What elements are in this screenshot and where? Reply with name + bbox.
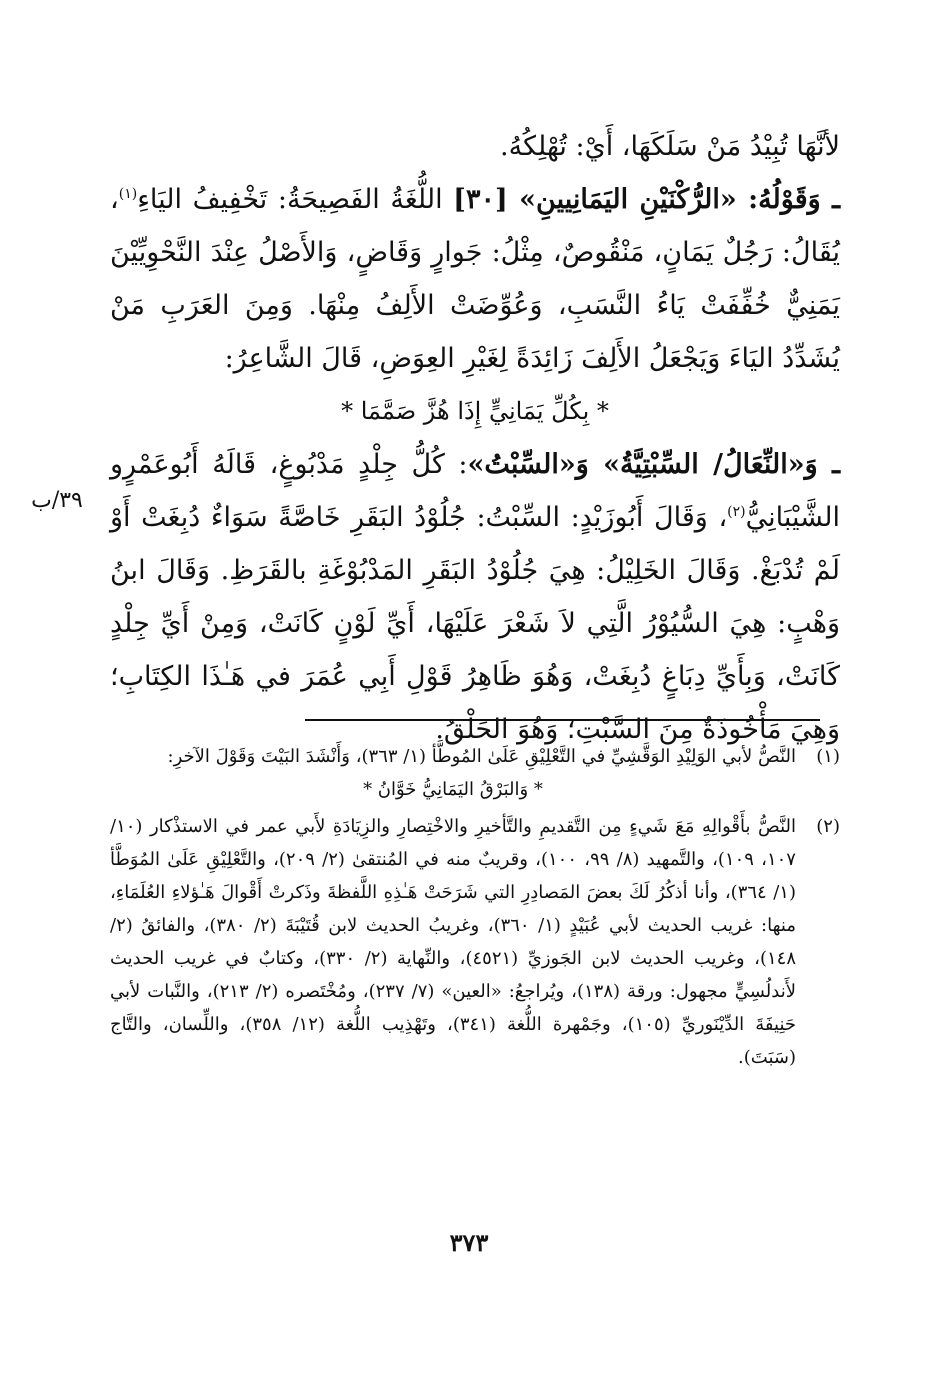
footnote-1 <box>110 740 840 806</box>
page-number: ٣٧٣ <box>449 1228 489 1257</box>
footnote-number: (٢) <box>816 816 840 837</box>
paragraph-rukn-rest: ، يُقَالُ: رَجُلٌ يَمَانٍ، مَنْقُوصٌ، مِثْلُ: جَوارٍ وَقَاضٍ، وَالأَصْلُ عِنْدَ النَّحْوِيِّيْنَ يَمَنِيٌّ خُفِّفَتْ يَاءُ النَّسَبِ، وَعُوِّضَتْ الأَلِفُ مِنْهَا. وَمِنَ العَرَبِ مَنْ يُشَدِّدُ اليَاءَ وَيَجْعَلُ الأَلِفَ زَائِدَةً لِغَيْرِ العِوَضِ، قَالَ الشَّاعِرُ: <box>110 184 840 374</box>
footnote-text: النَّصُّ بأَقْوالِهِ مَعَ شَيءٍ مِن التَّقديمِ والتَّأخيرِ والاخْتِصارِ والزِيَادَةِ لأَبي عمر في الاستذْكار (١٠/ ١٠٧، ١٠٩)، والتَّمهيد (٨/ ٩٩، ١٠٠)، وقريبٌ منه في المُنتقىٰ (٢/ ٢٠٩)، والتَّعْلِيْقِ عَلَىٰ المُوَطَّأ (١/ ٣٦٤)، وأنا أذكُرُ لَكَ بعضَ المَصادِرِ التي شَرَحَتْ هَـٰذِهِ اللَّفظةَ وذَكرتْ أَقْوالَ هَـٰؤلاءِ العُلَمَاءِ، منها: غريب الحديث لأبي عُبَيْدٍ (١/ ٣٦٠)، وغريبُ الحديث لابن قُتَيْبَةَ (٢/ ٣٨٠)، والفائقُ (٢/ ١٤٨)، وغريب الحديث لابن الجَوزيِّ (٤٥٢١)، والنِّهاية (٢/ ٣٣٠)، وكتابٌ في غريب الحديث لأَندلُسِيٍّ مجهول: ورقة (١٣٨)، ويُراجعُ: «العين» (٧/ ٢٣٧)، ومُخْتَصره (٢/ ٢١٣)، والنَّبات لأبي حَنِيفَةَ الدِّيْنَوريِّ (١٠٥)، وجَمْهرة اللُّغة (٣٤١)، وتَهْذِيب اللُّغة (١٢/ ٣٥٨)، واللِّسان، والتَّاج (سَبَتَ). <box>110 816 797 1068</box>
footnote-2 <box>110 810 840 1074</box>
footnote-ref-1[interactable]: (١) <box>118 186 138 202</box>
footnote-text: النَّصُّ لأبي الوَلِيْدِ الوَقَّشِيِّ في التَّعْلِيْقِ عَلَىٰ المُوطَّأ (١/ ٣٦٣)، وَأَنْشَدَ البَيْتَ وَقَوْلَ الآخرِ: <box>167 746 796 767</box>
footnote-number: (١) <box>816 746 840 767</box>
paragraph-nial-rest: ، وَقَالَ أَبُوزَيْدٍ: السِّبْتُ: جُلُوْدُ البَقَرِ خَاصَّةً سَوَاءٌ دُبِغَتْ أَوْ لَمْ تُدْبَغْ. وَقَالَ الخَلِيْلُ: هِيَ جُلُوْدُ البَقَرِ المَدْبُوْغَةِ بالقَرَظِ. وَقَالَ ابنُ وَهْبٍ: هِيَ السُّيُوْرُ الَّتِي لاَ شَعْرَ عَلَيْهَا، أَيِّ لَوْنٍ كَانَتْ، وَمِنْ أَيِّ جِلْدٍ كَانَتْ، وَبِأَيِّ دِبَاغٍ دُبِغَتْ، وَهُوَ ظَاهِرُ قَوْلِ أَبِي عُمَرَ في هَـٰذَا الكِتَابِ؛ وَهِيَ مَأْخُوذَةٌ مِنَ السَّبْتِ؛ وَهُوَ الحَلْقُ. <box>110 502 840 745</box>
footnote-ref-2[interactable]: (٢) <box>727 504 746 520</box>
entry-heading-rukn: ـ وَقَوْلُهُ: «الرُّكْنَيْنِ اليَمَانِيينِ» [٣٠] <box>453 184 840 215</box>
paragraph-nial <box>110 438 840 756</box>
paragraph-rukn-text: اللُّغَةُ الفَصِيحَةُ: تَخْفِيفُ اليَاءِ <box>137 184 454 215</box>
footnote-verse: * وَالبَرْقُ اليَمَانِيُّ خَوَّانُ * <box>363 779 543 800</box>
paragraph-rukn <box>110 173 840 385</box>
main-text <box>110 120 840 756</box>
verse-line: * بِكُلِّ يَمَانِيٍّ إِذَا هُزَّ صَمَّمَا * <box>341 397 609 425</box>
paragraph-nial-text: : كُلُّ جِلْدٍ مَدْبُوغٍ، قَالَهُ أَبُوعَمْرٍو الشَّيْبَانِيُّ <box>110 449 840 533</box>
footnote-divider <box>305 719 820 721</box>
intro-line: لأنَّهَا تُبِيْدُ مَنْ سَلَكَهَا، أَيْ: تُهْلِكُهُ. <box>500 131 840 162</box>
footnotes <box>110 740 840 1078</box>
manuscript-folio-note: ٣٩/ب <box>31 488 83 513</box>
entry-heading-nial: ـ وَ«النِّعَالُ/ السِّبْتِيَّةُ» وَ«السِّبْتُ» <box>467 449 840 480</box>
